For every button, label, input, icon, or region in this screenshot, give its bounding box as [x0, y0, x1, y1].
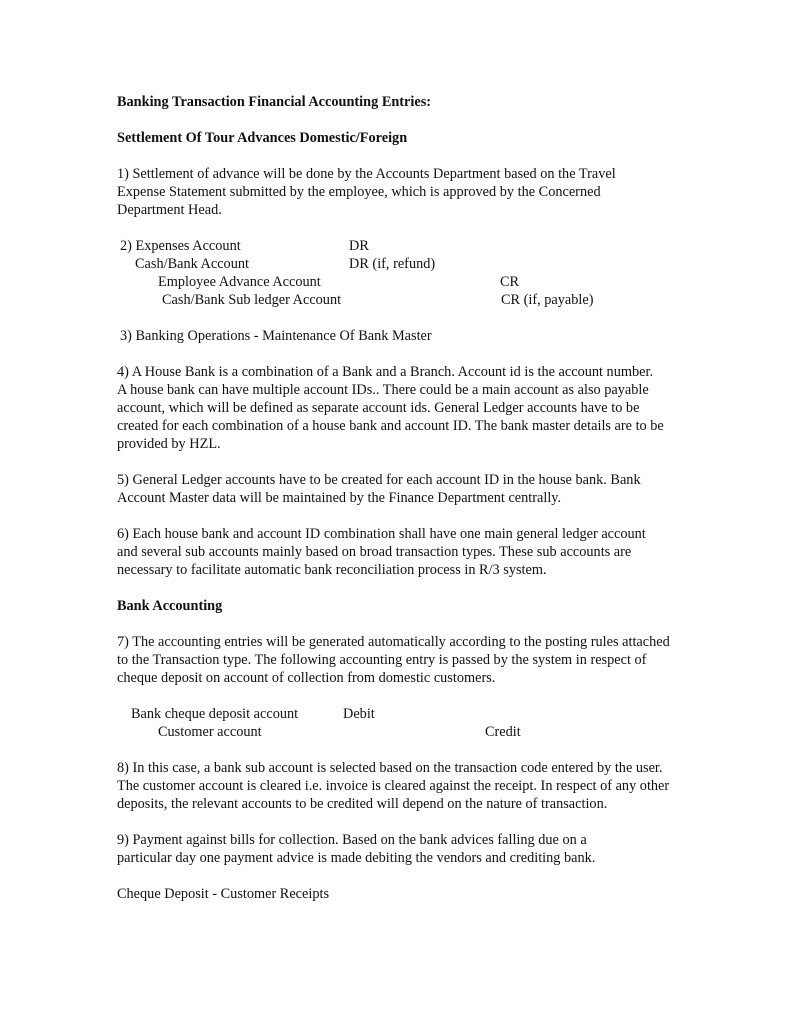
entry-row — [117, 291, 677, 309]
paragraph-6: 6) Each house bank and account ID combination shall have one main general ledger account and several sub accounts mainly based on broad transaction types. These sub accounts are necessary to facilitate automatic bank reconciliation process in R/3 system. — [117, 526, 646, 578]
entry-row — [117, 255, 677, 273]
footer-line: Cheque Deposit - Customer Receipts — [117, 886, 330, 902]
paragraph-5: 5) General Ledger accounts have to be created for each account ID in the house bank. Bank Account Master data will be maintained by the Finance Department centrally. — [117, 472, 641, 506]
entry-row — [117, 237, 677, 255]
paragraph-1: 1) Settlement of advance will be done by the Accounts Department based on the Travel Expense Statement submitted by the employee, which is approved by the Concerned Department Head. — [117, 166, 616, 218]
entry-row — [117, 723, 677, 741]
entry-credit: Credit — [485, 724, 521, 740]
document-title: Banking Transaction Financial Accounting Entries: — [117, 94, 432, 110]
document-body — [117, 93, 677, 921]
paragraph-7: 7) The accounting entries will be generated automatically according to the posting rules attached to the Transaction type. The following accounting entry is passed by the system in respect of cheque deposit on account of collection from domestic customers. — [117, 634, 670, 686]
entries-table-7 — [117, 705, 677, 741]
entry-dr: DR (if, refund) — [349, 256, 436, 272]
entry-account: Customer account — [158, 724, 262, 740]
entry-row — [117, 273, 677, 291]
section-heading-bank-accounting: Bank Accounting — [117, 598, 223, 614]
entry-account: Cash/Bank Account — [135, 256, 249, 272]
entry-account: Employee Advance Account — [158, 274, 321, 290]
paragraph-8: 8) In this case, a bank sub account is selected based on the transaction code entered by the user. The customer account is cleared i.e. invoice is cleared against the receipt. In respect of any other deposits, the relevant accounts to be credited will depend on the nature of transaction. — [117, 760, 670, 812]
entry-account: Cash/Bank Sub ledger Account — [162, 292, 342, 308]
paragraph-4: 4) A House Bank is a combination of a Bank and a Branch. Account id is the account number. A house bank can have multiple account IDs.. There could be a main account as also payable account, which will be defined as separate account ids. General Ledger accounts have to be created for each combination of a house bank and account ID. The bank master details are to be provided by HZL. — [117, 364, 664, 452]
section-heading-settlement: Settlement Of Tour Advances Domestic/Foreign — [117, 130, 408, 146]
entries-table-2 — [117, 237, 677, 309]
paragraph-9: 9) Payment against bills for collection. Based on the bank advices falling due on a particular day one payment advice is made debiting the vendors and crediting bank. — [117, 832, 596, 866]
entry-row — [117, 705, 677, 723]
entry-cr: CR — [500, 274, 520, 290]
entry-account: 2) Expenses Account — [120, 238, 241, 254]
entry-dr: DR — [349, 238, 369, 254]
entry-cr: CR (if, payable) — [501, 292, 594, 308]
entry-debit: Debit — [343, 706, 375, 722]
paragraph-3: 3) Banking Operations - Maintenance Of Bank Master — [120, 328, 432, 344]
entry-account: Bank cheque deposit account — [131, 706, 299, 722]
